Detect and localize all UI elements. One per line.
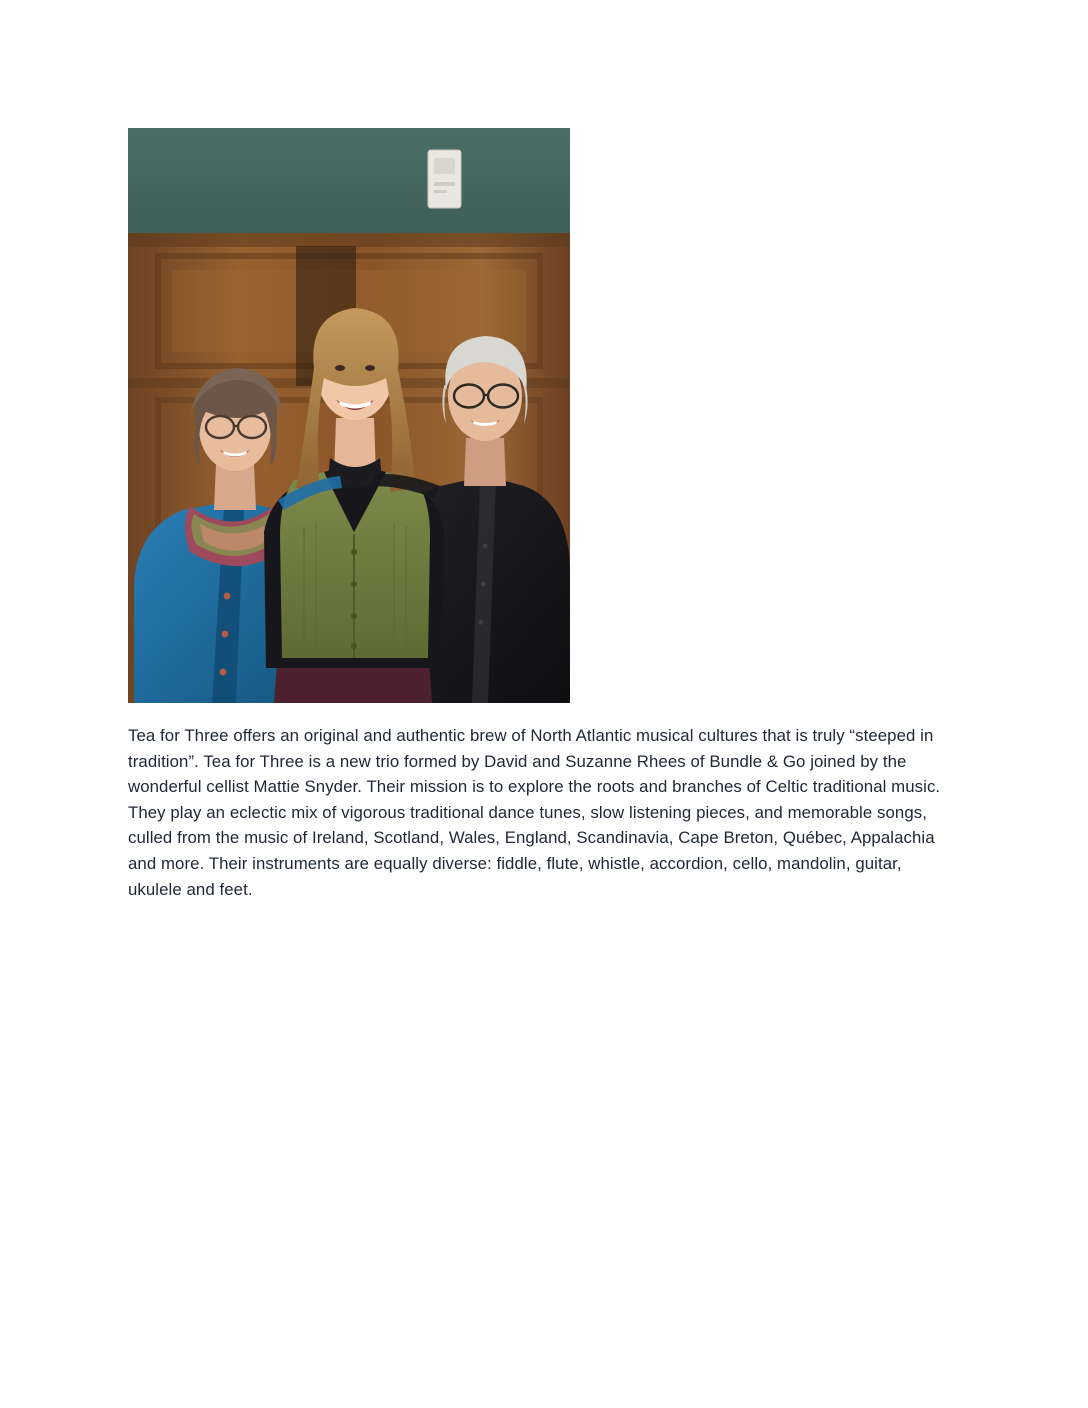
tea-for-three-trio-photo [128,128,570,703]
document-content [128,128,960,919]
photo-illustration [128,128,570,703]
body-paragraph: Tea for Three offers an original and authentic brew of North Atlantic musical cultures that is truly “steeped in tradition”. Tea for Three is a new trio formed by David and Suzanne Rhees of Bundle & Go joined by the wonderful cellist Mattie Snyder. Their mission is to explore the roots and branches of Celtic traditional music. They play an eclectic mix of vigorous traditional dance tunes, slow listening pieces, and memorable songs, culled from the music of Ireland, Scotland, Wales, England, Scandinavia, Cape Breton, Québec, Appalachia and more. Their instruments are equally diverse: fiddle, flute, whistle, accordion, cello, mandolin, guitar, ukulele and feet. [128,726,941,899]
